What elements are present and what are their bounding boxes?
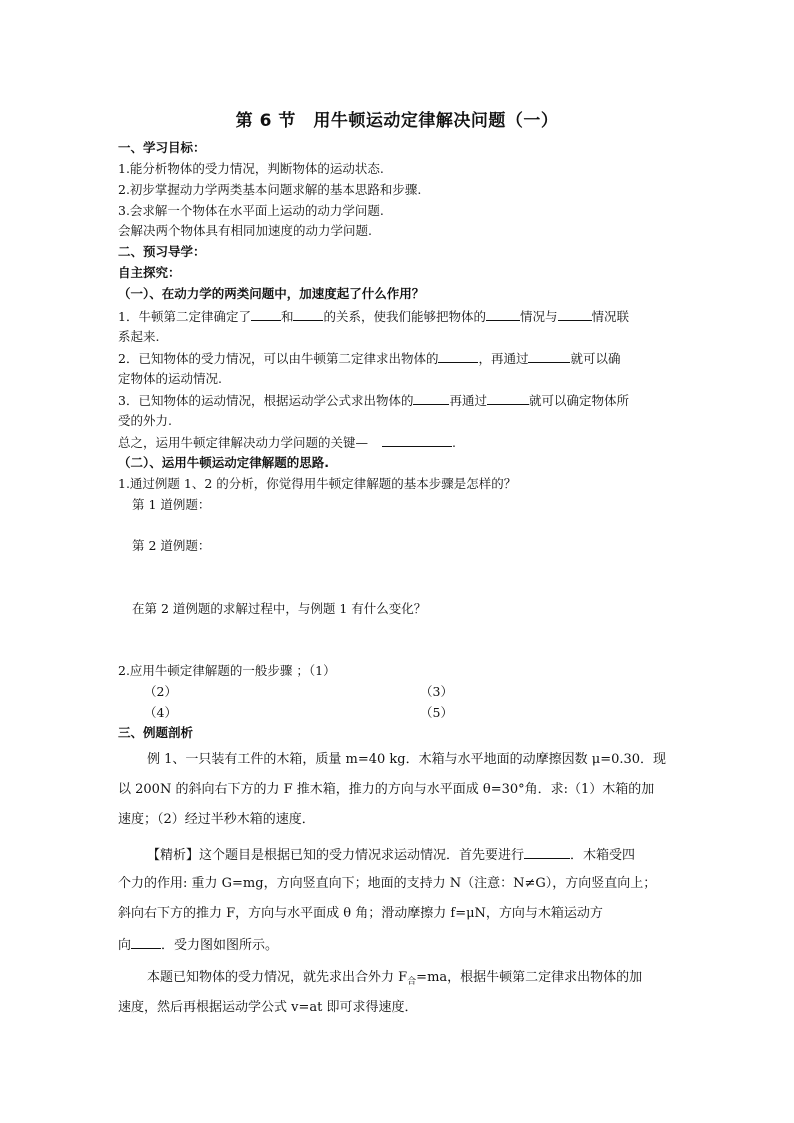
step-4-label: （4） [144, 705, 177, 720]
fill-blank[interactable] [293, 307, 323, 321]
example-2-prompt: 第 2 道例题： [132, 538, 211, 553]
analysis-line-4: 向 ．受力图如图所示。 [118, 935, 278, 955]
q1-heading: （一）、在动力学的两类问题中，加速度起了什么作用？ [118, 286, 425, 301]
q1-item-1-cont: 系起来. [118, 329, 160, 344]
fill-blank[interactable] [486, 307, 520, 321]
example-heading: 三、例题剖析 [118, 725, 194, 740]
goal-item-2: 2.初步掌握动力学两类基本问题求解的基本思路和步骤. [118, 182, 422, 197]
analysis-line-1: 【精析】这个题目是根据已知的受力情况求运动情况．首先要进行 ．木箱受四 [147, 845, 635, 865]
q1-item-3: 3．已知物体的运动情况，根据运动学公式求出物体的 再通过 就可以确定物体所 [118, 393, 629, 408]
analysis-line-2: 个力的作用: 重力 G=mg，方向竖直向下；地面的支持力 N（注意：N≠G），方向竖直向上； [118, 876, 657, 891]
q1-item-1: 1．牛顿第二定律确定了 和 的关系，使我们能够把物体的 情况与 情况联 [118, 309, 630, 324]
preview-heading: 二、预习导学： [118, 244, 206, 259]
q1-item-3-cont: 受的外力. [118, 413, 172, 428]
fill-blank[interactable] [382, 433, 452, 447]
q2-item-1: 1.通过例题 1、2 的分析，你觉得用牛顿定律解题的基本步骤是怎样的？ [118, 476, 517, 491]
goal-item-3: 3.会求解一个物体在水平面上运动的动力学问题. [118, 203, 384, 218]
step-5-label: （5） [420, 705, 453, 720]
page-title: 第 6 节 用牛顿运动定律解决问题（一） [235, 111, 559, 131]
example-text-3: 速度；（2）经过半秒木箱的速度． [118, 812, 315, 827]
goal-item-4: 会解决两个物体具有相同加速度的动力学问题. [118, 223, 372, 238]
self-study-heading: 自主探究： [118, 265, 181, 280]
q1-summary: 总之，运用牛顿定律解决动力学问题的关键— . [118, 435, 456, 450]
step-3-label: （3） [420, 684, 453, 699]
q1-item-2-cont: 定物体的运动情况. [118, 371, 222, 386]
fill-blank[interactable] [413, 391, 449, 405]
example-text-1: 例 1、一只装有工件的木箱，质量 m=40 kg．木箱与水平地面的动摩擦因数 μ=0.30．现 [147, 752, 667, 767]
fill-blank[interactable] [524, 845, 570, 859]
fill-blank[interactable] [438, 349, 478, 363]
fill-blank[interactable] [558, 307, 592, 321]
q2-heading: （二）、运用牛顿运动定律解题的思路. [118, 455, 329, 470]
q1-item-2: 2．已知物体的受力情况，可以由牛顿第二定律求出物体的 ，再通过 就可以确 [118, 351, 621, 366]
method-line-2: 速度，然后再根据运动学公式 v=at 即可求得速度． [118, 1000, 418, 1015]
fill-blank[interactable] [131, 935, 161, 949]
example-1-prompt: 第 1 道例题： [132, 497, 211, 512]
step-2-label: （2） [144, 684, 177, 699]
fill-blank[interactable] [528, 349, 570, 363]
steps-line-1: 2.应用牛顿定律解题的一般步骤 ；（1） [118, 663, 336, 678]
fill-blank[interactable] [251, 307, 281, 321]
fill-blank[interactable] [487, 391, 529, 405]
example-text-2: 以 200N 的斜向右下方的力 F 推木箱，推力的方向与水平面成 θ=30°角．求:（1）木箱的加 [118, 782, 655, 797]
goals-heading: 一、学习目标： [118, 140, 206, 155]
analysis-line-3: 斜向右下方的推力 F，方向与水平面成 θ 角；滑动摩擦力 f=μN，方向与木箱运动方 [118, 906, 603, 921]
goal-item-1: 1.能分析物体的受力情况，判断物体的运动状态. [118, 161, 384, 176]
method-line-1: 本题已知物体的受力情况，就先求出合外力 $F_合=ma$，根据牛顿第二定律求出物体的加 [147, 970, 643, 987]
change-question: 在第 2 道例题的求解过程中，与例题 1 有什么变化？ [132, 601, 427, 616]
